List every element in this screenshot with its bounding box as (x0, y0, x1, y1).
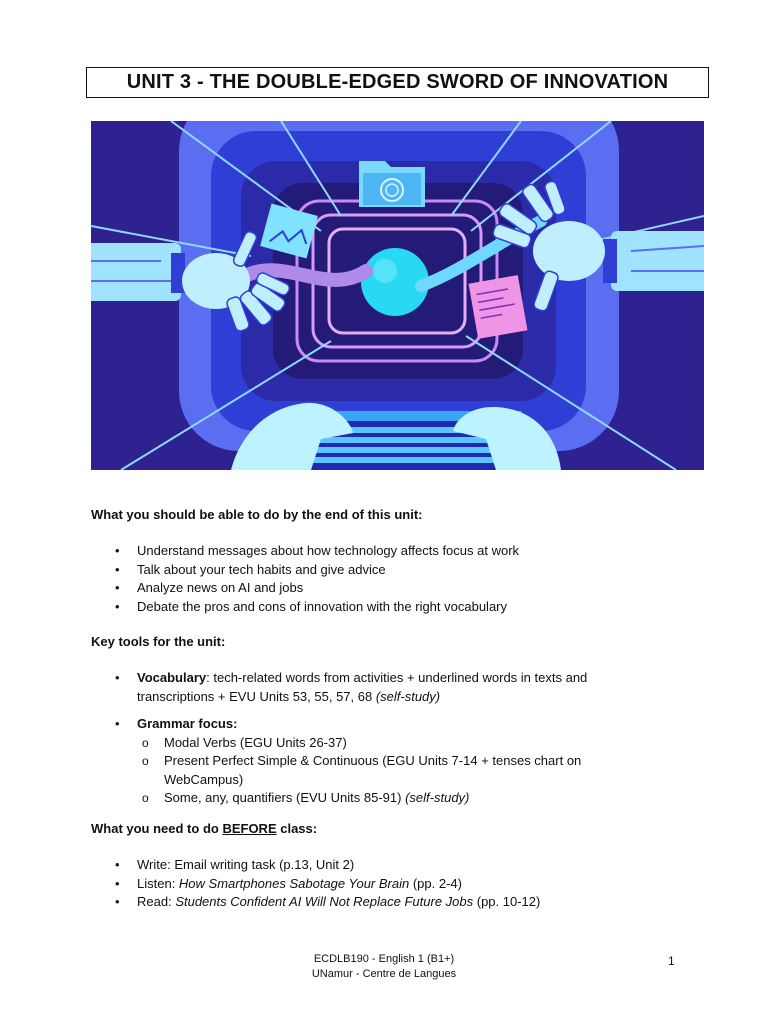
sub-bullet-icon: o (142, 754, 149, 768)
list-item: • Analyze news on AI and jobs (91, 579, 691, 598)
bullet-icon: • (115, 561, 120, 577)
grammar-label: Grammar focus: (137, 716, 238, 731)
list-item: • Talk about your tech habits and give advice (91, 561, 691, 580)
list-item: o Modal Verbs (EGU Units 26-37) (137, 734, 631, 753)
list-item: • Write: Email writing task (p.13, Unit 2) (91, 856, 691, 875)
bullet-icon: • (115, 857, 120, 872)
bullet-icon: • (115, 875, 120, 891)
bullet-icon: • (115, 598, 120, 614)
page-number: 1 (668, 954, 675, 968)
before-class-heading: What you need to do BEFORE class: (91, 821, 318, 836)
tools-list (91, 669, 691, 808)
before-emphasis: BEFORE (222, 821, 277, 836)
list-item: o Some, any, quantifiers (EVU Units 85-91) (self-study) (137, 789, 631, 808)
objectives-heading: What you should be able to do by the end of this unit: (91, 507, 423, 522)
bullet-icon: • (115, 670, 120, 685)
list-item (91, 715, 691, 808)
bullet-icon: • (115, 894, 120, 909)
bullet-icon: • (115, 580, 120, 595)
tools-heading: Key tools for the unit: (91, 634, 226, 649)
unit-title: UNIT 3 - THE DOUBLE-EDGED SWORD OF INNOVATION (86, 67, 709, 98)
list-item: • Read: Students Confident AI Will Not Replace Future Jobs (pp. 10-12) (91, 893, 691, 912)
page-footer (0, 952, 768, 982)
bullet-icon: • (115, 543, 120, 558)
before-class-list (91, 856, 691, 912)
sub-bullet-icon: o (142, 791, 149, 805)
vocabulary-note: (self-study) (375, 688, 441, 704)
list-item: o Present Perfect Simple & Continuous (EGU Units 7-14 + tenses chart on WebCampus) (142, 753, 582, 787)
objectives-list (91, 542, 691, 616)
course-code: ECDLB190 - English 1 (B1+) (313, 953, 455, 965)
list-item: • Understand messages about how technology affects focus at work (91, 542, 691, 561)
vocabulary-label: Vocabulary (137, 670, 207, 685)
robot-hands-tunnel-illustration (91, 121, 704, 470)
institution: UNamur - Centre de Langues (311, 968, 457, 980)
list-item: • Debate the pros and cons of innovation with the right vocabulary (91, 598, 691, 617)
hero-illustration (91, 121, 704, 470)
grammar-list (137, 734, 691, 808)
bullet-icon: • (115, 716, 120, 731)
vocabulary-text: : tech-related words from activities + underlined words in texts and transcriptions + EVU Units 53, 55, 57, 68 (137, 670, 588, 704)
sub-bullet-icon: o (142, 735, 149, 750)
list-item: • Listen: How Smartphones Sabotage Your Brain (pp. 2-4) (91, 875, 691, 894)
list-item (91, 669, 691, 706)
